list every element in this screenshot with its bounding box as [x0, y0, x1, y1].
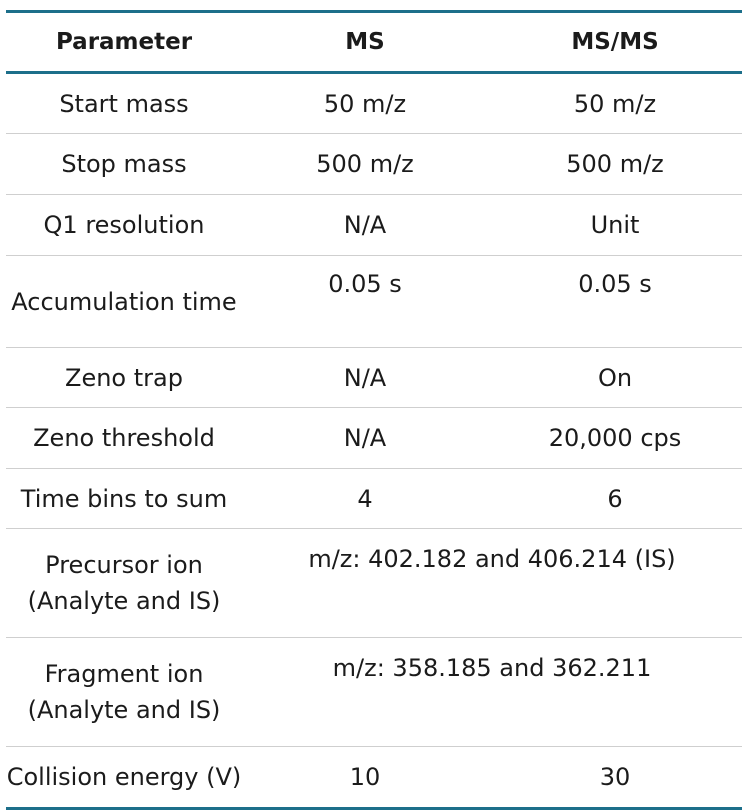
table-row: [6, 73, 742, 134]
cell-msms: 20,000 cps: [488, 408, 742, 469]
cell-param: Collision energy (V): [6, 747, 242, 809]
cell-msms: On: [488, 348, 742, 408]
cell-ms: N/A: [242, 408, 488, 469]
cell-param: [6, 529, 242, 638]
cell-ms: 50 m/z: [323, 89, 407, 118]
header-ms: MS: [242, 12, 488, 73]
param-line-1: Fragment ion: [44, 660, 204, 688]
cell-param: Zeno threshold: [6, 408, 242, 469]
cell-param: Q1 resolution: [6, 195, 242, 256]
table-row: [6, 529, 742, 638]
cell-msms: 50 m/z: [573, 89, 657, 118]
cell-ms: 500 m/z: [242, 134, 488, 195]
cell-msms: Unit: [488, 195, 742, 256]
cell-msms: 30: [488, 747, 742, 809]
cell-ms: N/A: [242, 195, 488, 256]
cell-ms: N/A: [242, 348, 488, 408]
table-row: [6, 469, 742, 529]
cell-param: Start mass: [59, 89, 189, 118]
cell-msms: 500 m/z: [488, 134, 742, 195]
table-body: [6, 73, 742, 809]
cell-msms: 0.05 s: [488, 256, 742, 348]
cell-param: Accumulation time: [6, 256, 242, 348]
header-msms: MS/MS: [488, 12, 742, 73]
table-header: [6, 12, 742, 73]
cell-param: [6, 638, 242, 747]
cell-ms: 0.05 s: [242, 256, 488, 348]
param-line-2: (Analyte and IS): [27, 587, 221, 615]
cell-msms: 6: [488, 469, 742, 529]
cell-param: Zeno trap: [6, 348, 242, 408]
table-row: [6, 408, 742, 469]
header-parameter: Parameter: [6, 12, 242, 73]
param-line-2: (Analyte and IS): [27, 696, 221, 724]
parameters-table: [6, 10, 742, 810]
param-line-1: Precursor ion: [45, 551, 203, 579]
table-row: [6, 348, 742, 408]
cell-param: Time bins to sum: [6, 469, 242, 529]
table-row: [6, 134, 742, 195]
table-row: [6, 747, 742, 809]
cell-merged: m/z: 358.185 and 362.211: [242, 638, 742, 747]
cell-param: Stop mass: [6, 134, 242, 195]
header-row: [6, 12, 742, 73]
cell-ms: 10: [242, 747, 488, 809]
table-row: [6, 195, 742, 256]
table-row: [6, 638, 742, 747]
cell-merged: m/z: 402.182 and 406.214 (IS): [242, 529, 742, 638]
cell-ms: 4: [242, 469, 488, 529]
table-row: [6, 256, 742, 348]
